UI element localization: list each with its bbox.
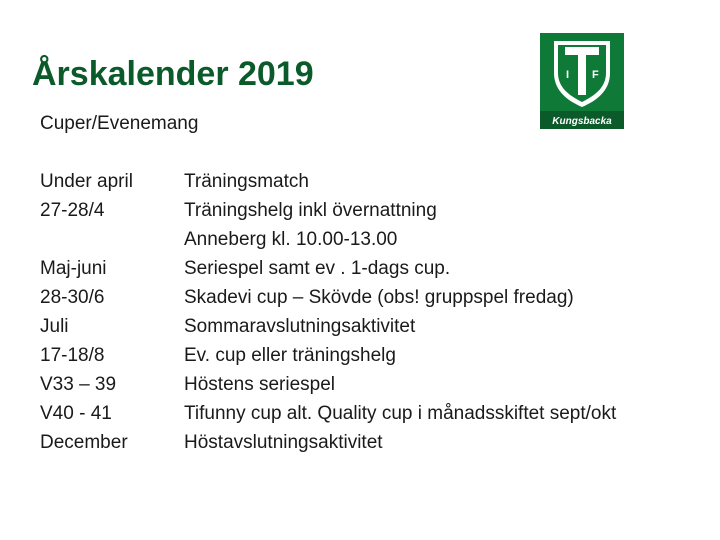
schedule-date: Juli [40,316,69,337]
logo-wordmark: Kungsbacka [552,116,612,127]
logo-initial-right: F [592,69,599,81]
schedule-date: 27-28/4 [40,200,105,221]
schedule-date: Under april [40,171,133,192]
schedule-date: Maj-juni [40,258,107,279]
club-logo [540,33,624,129]
schedule-date [40,225,133,254]
page-title: Årskalender 2019 [32,55,314,93]
schedule-date: 28-30/6 [40,287,105,308]
schedule-event: Anneberg kl. 10.00-13.00 [184,229,398,250]
schedule-event: Ev. cup eller träningshelg [184,345,396,366]
page-subtitle: Cuper/Evenemang [40,113,199,134]
logo-initial-left: I [566,69,570,81]
schedule-event: Höstavslutningsaktivitet [184,432,383,453]
schedule-event: Träningsmatch [184,171,309,192]
schedule-dates [40,167,133,457]
schedule-event: Höstens seriespel [184,374,336,395]
schedule-event: Seriespel samt ev . 1-dags cup. [184,258,451,279]
schedule-date: 17-18/8 [40,345,105,366]
schedule-events [184,167,616,457]
schedule-event: Träningshelg inkl övernattning [184,200,437,221]
schedule-event: Skadevi cup – Skövde (obs! gruppspel fredag) [184,287,574,308]
schedule-date: V40 - 41 [40,403,112,424]
schedule-date: December [40,432,128,453]
schedule-event: Tifunny cup alt. Quality cup i månadsskiftet sept/okt [184,403,617,424]
schedule-event: Sommaravslutningsaktivitet [184,316,416,337]
schedule-date: V33 – 39 [40,374,117,395]
